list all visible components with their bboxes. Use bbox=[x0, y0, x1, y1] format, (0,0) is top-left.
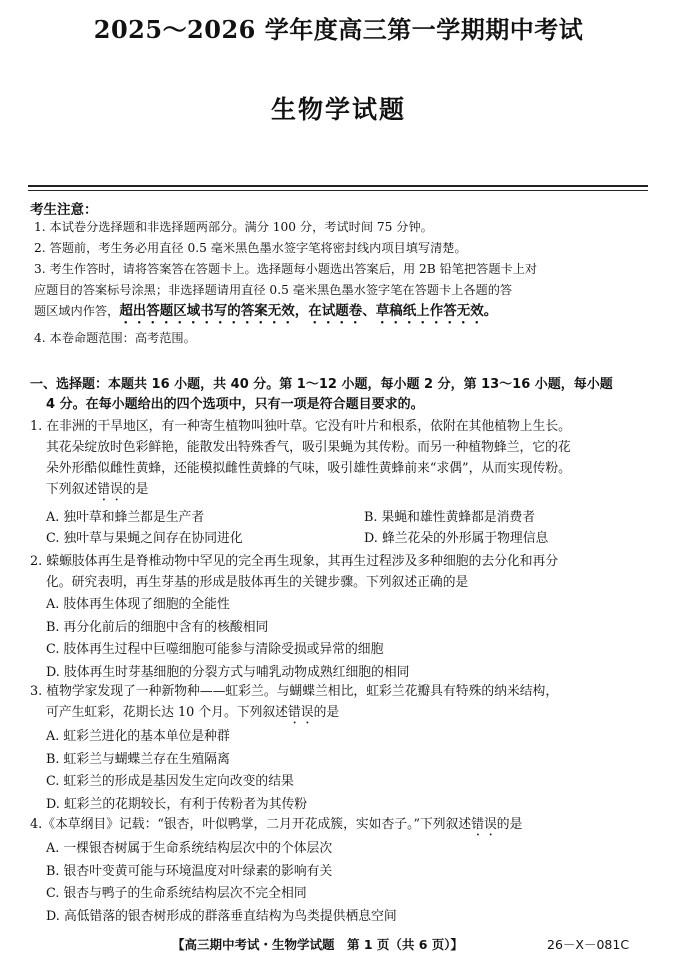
question-3-line-1: 3. 植物学家发现了一种新物种——虹彩兰。与蝴蝶兰相比，虹彩兰花瓣具有特殊的纳米结构， bbox=[30, 684, 559, 699]
question-1-option-a[interactable]: A. 独叶草和蜂兰都是生产者 bbox=[46, 510, 205, 525]
header-rule-thin bbox=[28, 190, 648, 191]
question-1-line-2: 其花朵绽放时色彩鲜艳，能散发出特殊香气，吸引果蝇为其传粉。而另一种植物蜂兰，它的花 bbox=[46, 440, 571, 455]
question-4-stem-text: 4.《本草纲目》记载：“银杏，叶似鸭掌，二月开花成簇，实如杏子。”下列叙述 bbox=[30, 817, 472, 832]
question-1-stem bbox=[30, 480, 676, 504]
question-4-line-1 bbox=[30, 815, 660, 839]
question-1-stem-keyword: 错误 bbox=[97, 482, 123, 497]
notice-item-3-line-1: 3. 考生作答时，请将答案答在答题卡上。选择题每小题选出答案后，用 2B 铅笔把答题卡上对 bbox=[34, 262, 538, 276]
question-3-stem-keyword: 错误 bbox=[287, 705, 314, 720]
notice-item-2: 2. 答题前，考生务必用直径 0.5 毫米黑色墨水签字笔将密封线内项目填写清楚。 bbox=[34, 241, 467, 255]
question-2-line-1: 2. 蝾螈肢体再生是脊椎动物中罕见的完全再生现象，其再生过程涉及多种细胞的去分化和再分 bbox=[30, 554, 559, 569]
question-3-option-c[interactable]: C. 虹彩兰的形成是基因发生定向改变的结果 bbox=[46, 774, 294, 789]
notice-item-3-plain: 题区域内作答， bbox=[34, 304, 120, 318]
question-1-stem-end: 的是 bbox=[122, 482, 149, 497]
question-4-option-d[interactable]: D. 高低错落的银杏树形成的群落垂直结构为鸟类提供栖息空间 bbox=[46, 908, 397, 924]
question-4-options bbox=[46, 838, 646, 928]
question-1-option-d[interactable]: D. 蜂兰花朵的外形属于物理信息 bbox=[364, 531, 549, 546]
question-2-option-a[interactable]: A. 肢体再生体现了细胞的全能性 bbox=[46, 597, 230, 612]
question-1-stem-text: 下列叙述 bbox=[46, 482, 98, 497]
question-3-line-2 bbox=[30, 703, 676, 727]
question-2-options bbox=[46, 594, 646, 684]
question-3-options bbox=[46, 726, 646, 816]
question-3-stem-end: 的是 bbox=[313, 705, 340, 720]
question-3-option-d[interactable]: D. 虹彩兰的花期较长，有利于传粉者为其传粉 bbox=[46, 796, 308, 812]
section-1-heading-line-2: 4 分。在每小题给出的四个选项中，只有一项是符合题目要求的。 bbox=[46, 397, 424, 412]
notice-item-3-emphasis: 超出答题区域书写的答案无效，在试题卷、草稿纸上作答无效。 bbox=[119, 303, 498, 319]
question-4-option-b[interactable]: B. 银杏叶变黄可能与环境温度对叶绿素的影响有关 bbox=[46, 863, 333, 879]
question-1-option-b[interactable]: B. 果蝇和雄性黄蜂都是消费者 bbox=[364, 510, 536, 525]
section-1-heading-line-1: 一、选择题：本题共 16 小题，共 40 分。第 1～12 小题，每小题 2 分，第 13～16 小题，每小题 bbox=[30, 377, 613, 392]
notice-item-4: 4. 本卷命题范围：高考范围。 bbox=[34, 331, 196, 345]
question-4-stem-keyword: 错误 bbox=[471, 817, 497, 832]
question-2-option-c[interactable]: C. 肢体再生过程中巨噬细胞可能参与清除受损或异常的细胞 bbox=[46, 642, 384, 657]
question-3-stem-text: 可产生虹彩，花期长达 10 个月。下列叙述 bbox=[46, 705, 288, 720]
notice-item-1: 1. 本试卷分选择题和非选择题两部分。满分 100 分，考试时间 75 分钟。 bbox=[34, 220, 433, 234]
notice-item-3-line-2: 应题目的答案标号涂黑；非选择题请用直径 0.5 毫米黑色墨水签字笔在答题卡上各题的答 bbox=[34, 283, 513, 297]
question-4-option-a[interactable]: A. 一棵银杏树属于生命系统结构层次中的个体层次 bbox=[46, 841, 333, 856]
exam-title: 2025～2026 学年度高三第一学期期中考试 bbox=[93, 15, 584, 44]
footer-exam-code: 26－X－081C bbox=[547, 937, 630, 952]
question-1-option-c[interactable]: C. 独叶草与果蝇之间存在协同进化 bbox=[46, 531, 243, 546]
footer-page-info: 【高三期中考试・生物学试题 第 1 页（共 6 页）】 bbox=[172, 937, 464, 952]
question-3-option-a[interactable]: A. 虹彩兰进化的基本单位是种群 bbox=[46, 729, 230, 744]
question-1-line-1: 1. 在非洲的干旱地区，有一种寄生植物叫独叶草。它没有叶片和根系，依附在其他植物上生长。 bbox=[30, 419, 571, 434]
question-2-option-b[interactable]: B. 再分化前后的细胞中含有的核酸相同 bbox=[46, 619, 269, 635]
question-1-line-3: 朵外形酷似雌性黄蜂，还能模拟雌性黄蜂的气味，吸引雄性黄蜂前来“求偶”，从而实现传粉。 bbox=[46, 461, 571, 476]
subject-title: 生物学试题 bbox=[270, 95, 406, 124]
question-4-option-c[interactable]: C. 银杏与鸭子的生命系统结构层次不完全相同 bbox=[46, 886, 307, 901]
question-2-option-d[interactable]: D. 肢体再生时芽基细胞的分裂方式与哺乳动物成熟红细胞的相同 bbox=[46, 664, 410, 680]
header-rule-thick bbox=[28, 185, 648, 187]
question-2-line-2: 化。研究表明，再生芽基的形成是肢体再生的关键步骤。下列叙述正确的是 bbox=[46, 575, 469, 590]
notice-heading: 考生注意： bbox=[30, 202, 98, 218]
question-3-option-b[interactable]: B. 虹彩兰与蝴蝶兰存在生殖隔离 bbox=[46, 751, 230, 767]
notice-item-3-line-3 bbox=[34, 302, 654, 327]
question-4-stem-end: 的是 bbox=[496, 817, 523, 832]
